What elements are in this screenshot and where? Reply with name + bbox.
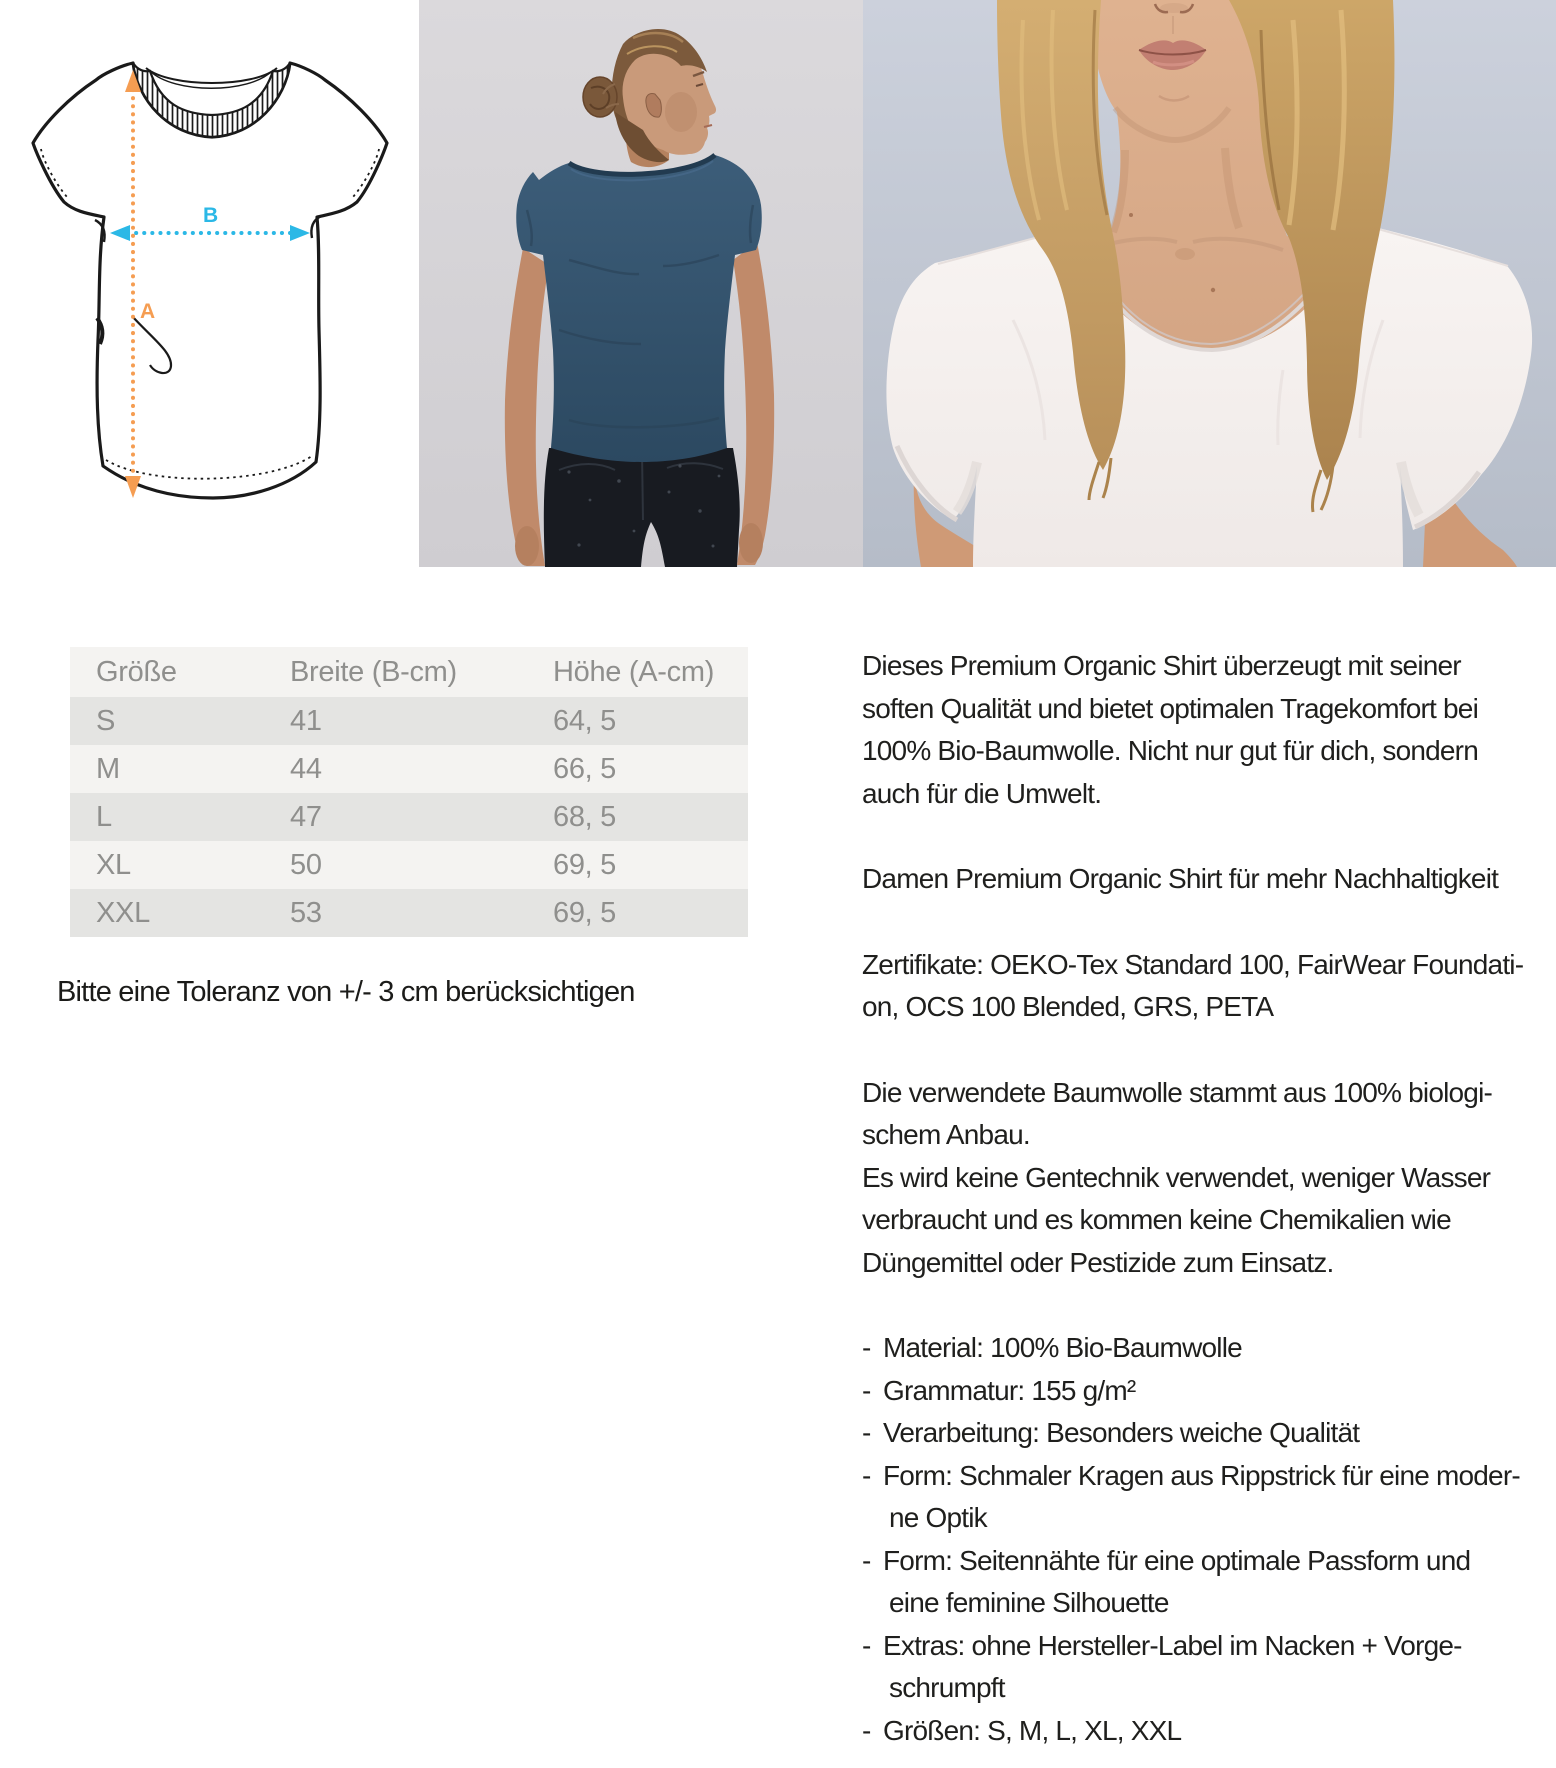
list-dash: - xyxy=(862,1374,871,1406)
text-line: on, OCS 100 Blended, GRS, PETA xyxy=(862,991,1274,1022)
jeans xyxy=(544,448,740,567)
cell-breite: 41 xyxy=(290,704,322,737)
text-line: soften Qualität und bietet optimalen Tragekomfort bei xyxy=(862,692,1478,724)
text-line: Zertifikate: OEKO-Tex Standard 100, FairWear Foundati- xyxy=(862,948,1524,980)
list-dash: - xyxy=(862,1417,871,1448)
list-item-extras xyxy=(862,1625,1556,1710)
cell-breite: 47 xyxy=(290,800,322,833)
text-line: schrumpft xyxy=(889,1672,1005,1703)
cell-hoehe: 68, 5 xyxy=(553,800,616,833)
text-line: Verarbeitung: Besonders weiche Qualität xyxy=(883,1417,1360,1448)
table-header-row xyxy=(70,647,748,697)
tolerance-note: Bitte eine Toleranz von +/- 3 cm berücksichtigen xyxy=(57,976,635,1008)
text-line: Es wird keine Gentechnik verwendet, weniger Wasser xyxy=(862,1161,1491,1193)
text-line: Düngemittel oder Pestizide zum Einsatz. xyxy=(862,1246,1334,1278)
product-description xyxy=(862,645,1556,1752)
cell-breite: 53 xyxy=(290,896,322,929)
arrow-down-icon xyxy=(125,476,141,498)
description-paragraph-3 xyxy=(862,944,1556,1029)
tshirt-size-diagram xyxy=(0,0,413,567)
col-header-hoehe: Höhe (A-cm) xyxy=(553,655,715,688)
text-line: ne Optik xyxy=(889,1502,987,1533)
cell-breite: 50 xyxy=(290,848,322,881)
label-b: B xyxy=(203,204,219,227)
list-dash: - xyxy=(862,1332,871,1363)
size-diagram-panel xyxy=(0,0,413,567)
text-line: Größen: S, M, L, XL, XXL xyxy=(883,1714,1182,1746)
cell-hoehe: 69, 5 xyxy=(553,848,616,881)
table-row xyxy=(70,745,748,793)
description-paragraph-1 xyxy=(862,645,1556,815)
cell-breite: 44 xyxy=(290,752,322,785)
list-item-form-seitennaehte xyxy=(862,1540,1556,1625)
list-item-form-kragen xyxy=(862,1455,1556,1540)
model-front-illustration xyxy=(863,0,1556,567)
cell-size: M xyxy=(96,752,120,785)
text-line: Extras: ohne Hersteller-Label im Nacken + Vorge- xyxy=(883,1629,1462,1661)
text-line: Grammatur: 155 g/m² xyxy=(883,1374,1136,1406)
text-line: Damen Premium Organic Shirt für mehr Nachhaltigkeit xyxy=(862,863,1499,894)
model-back-illustration xyxy=(419,0,863,567)
model-front-photo xyxy=(863,0,1556,567)
col-header-groesse: Größe xyxy=(96,655,177,688)
table-row xyxy=(70,793,748,841)
text-line: schem Anbau. xyxy=(862,1119,1030,1150)
text-line: Form: Schmaler Kragen aus Rippstrick für eine moder- xyxy=(883,1459,1520,1491)
cell-hoehe: 66, 5 xyxy=(553,752,616,785)
table-row xyxy=(70,889,748,937)
tshirt-line-drawing xyxy=(33,63,387,498)
list-dash: - xyxy=(862,1544,871,1576)
label-a: A xyxy=(140,300,156,323)
list-dash: - xyxy=(862,1629,871,1661)
list-item-material xyxy=(862,1327,1556,1370)
text-line: Dieses Premium Organic Shirt überzeugt mit seiner xyxy=(862,650,1461,681)
size-chart-table xyxy=(70,647,748,937)
text-line: Material: 100% Bio-Baumwolle xyxy=(883,1332,1242,1363)
table-row xyxy=(70,841,748,889)
text-line: Die verwendete Baumwolle stammt aus 100% biologi- xyxy=(862,1076,1493,1108)
text-line: auch für die Umwelt. xyxy=(862,777,1102,809)
list-item-grammatur xyxy=(862,1370,1556,1413)
list-item-groessen xyxy=(862,1710,1556,1753)
model-back-photo xyxy=(419,0,863,567)
table-row xyxy=(70,697,748,745)
product-attributes-list xyxy=(862,1327,1556,1752)
text-line: verbraucht und es kommen keine Chemikalien wie xyxy=(862,1204,1451,1235)
list-item-verarbeitung xyxy=(862,1412,1556,1455)
text-line: 100% Bio-Baumwolle. Nicht nur gut für dich, sondern xyxy=(862,735,1478,766)
cell-size: S xyxy=(96,704,116,737)
cell-hoehe: 69, 5 xyxy=(553,896,616,929)
list-dash: - xyxy=(862,1714,871,1746)
list-dash: - xyxy=(862,1459,871,1491)
description-paragraph-2 xyxy=(862,858,1556,901)
col-header-breite: Breite (B-cm) xyxy=(290,655,457,688)
text-line: Form: Seitennähte für eine optimale Passform und xyxy=(883,1544,1471,1576)
text-line: eine feminine Silhouette xyxy=(889,1587,1169,1618)
cell-size: L xyxy=(96,800,112,833)
description-paragraph-4 xyxy=(862,1072,1556,1285)
cell-size: XL xyxy=(96,848,131,881)
cell-hoehe: 64, 5 xyxy=(553,704,616,737)
cell-size: XXL xyxy=(96,896,150,929)
